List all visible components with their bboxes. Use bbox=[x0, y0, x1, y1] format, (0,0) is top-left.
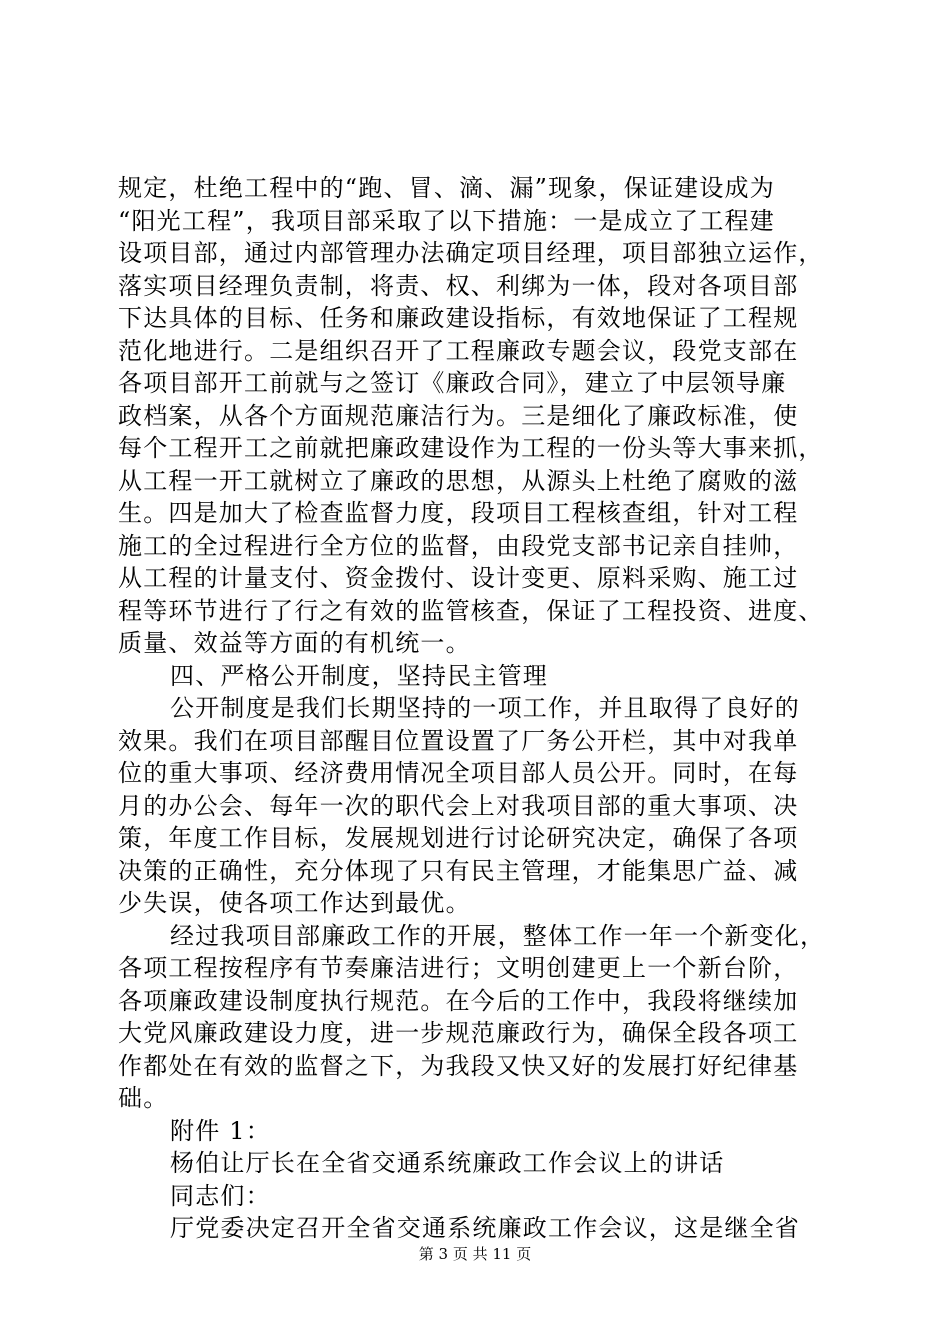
text-line: 各项廉政建设制度执行规范。在今后的工作中，我段将继续加 bbox=[118, 986, 799, 1015]
text-line: 附件 1： bbox=[170, 1116, 271, 1145]
text-line: 杨伯让厅长在全省交通系统廉政工作会议上的讲话 bbox=[170, 1149, 725, 1177]
text-line: 每个工程开工之前就把廉政建设作为工程的一份头等大事来抓， bbox=[118, 434, 824, 462]
text-line: 从工程一开工就树立了廉政的思想，从源头上杜绝了腐败的滋 bbox=[118, 466, 799, 495]
text-line: “阳光工程”，我项目部采取了以下措施：一是成立了工程建 bbox=[118, 206, 775, 235]
text-line: 各项目部开工前就与之签订《廉政合同》，建立了中层领导廉 bbox=[118, 369, 787, 397]
text-line: 策，年度工作目标，发展规划进行讨论研究决定，确保了各项 bbox=[118, 824, 799, 852]
text-line: 落实项目经理负责制，将责、权、利绑为一体，段对各项目部 bbox=[118, 271, 799, 300]
text-line: 同志们： bbox=[170, 1181, 271, 1210]
text-line: 决策的正确性，充分体现了只有民主管理，才能集思广益、减 bbox=[118, 856, 799, 885]
text-line: 月的办公会、每年一次的职代会上对我项目部的重大事项、决 bbox=[118, 791, 799, 820]
text-line: 各项工程按程序有节奏廉洁进行；文明创建更上一个新台阶， bbox=[118, 954, 799, 982]
text-line: 规定，杜绝工程中的“跑、冒、滴、漏”现象，保证建设成为 bbox=[118, 174, 775, 202]
document-body bbox=[118, 172, 838, 1245]
text-line: 位的重大事项、经济费用情况全项目部人员公开。同时，在每 bbox=[118, 759, 799, 787]
page-footer: 第 3 页 共 11 页 bbox=[418, 1245, 532, 1263]
text-line: 少失误，使各项工作达到最优。 bbox=[118, 889, 471, 917]
text-line: 础。 bbox=[118, 1084, 169, 1112]
text-line: 四、严格公开制度，坚持民主管理 bbox=[170, 661, 548, 690]
text-line: 施工的全过程进行全方位的监督，由段党支部书记亲自挂帅， bbox=[118, 531, 799, 560]
text-line: 效果。我们在项目部醒目位置设置了厂务公开栏，其中对我单 bbox=[118, 726, 799, 755]
text-line: 从工程的计量支付、资金拨付、设计变更、原料采购、施工过 bbox=[118, 564, 799, 592]
text-line: 下达具体的目标、任务和廉政建设指标，有效地保证了工程规 bbox=[118, 304, 799, 332]
text-line: 质量、效益等方面的有机统一。 bbox=[118, 629, 471, 657]
text-line: 大党风廉政建设力度，进一步规范廉政行为，确保全段各项工 bbox=[118, 1019, 799, 1047]
text-line: 公开制度是我们长期坚持的一项工作，并且取得了良好的 bbox=[170, 694, 800, 722]
text-line: 政档案，从各个方面规范廉洁行为。三是细化了廉政标准，使 bbox=[118, 401, 799, 430]
text-line: 生。四是加大了检查监督力度，段项目工程核查组，针对工程 bbox=[118, 499, 799, 527]
text-line: 范化地进行。二是组织召开了工程廉政专题会议，段党支部在 bbox=[118, 336, 799, 365]
text-line: 程等环节进行了行之有效的监管核查，保证了工程投资、进度、 bbox=[118, 596, 824, 625]
text-line: 设项目部，通过内部管理办法确定项目经理，项目部独立运作， bbox=[118, 239, 824, 267]
text-line: 厅党委决定召开全省交通系统廉政工作会议，这是继全省 bbox=[170, 1214, 800, 1242]
text-line: 作都处在有效的监督之下，为我段又快又好的发展打好纪律基 bbox=[118, 1051, 799, 1080]
text-line: 经过我项目部廉政工作的开展，整体工作一年一个新变化， bbox=[170, 921, 826, 950]
